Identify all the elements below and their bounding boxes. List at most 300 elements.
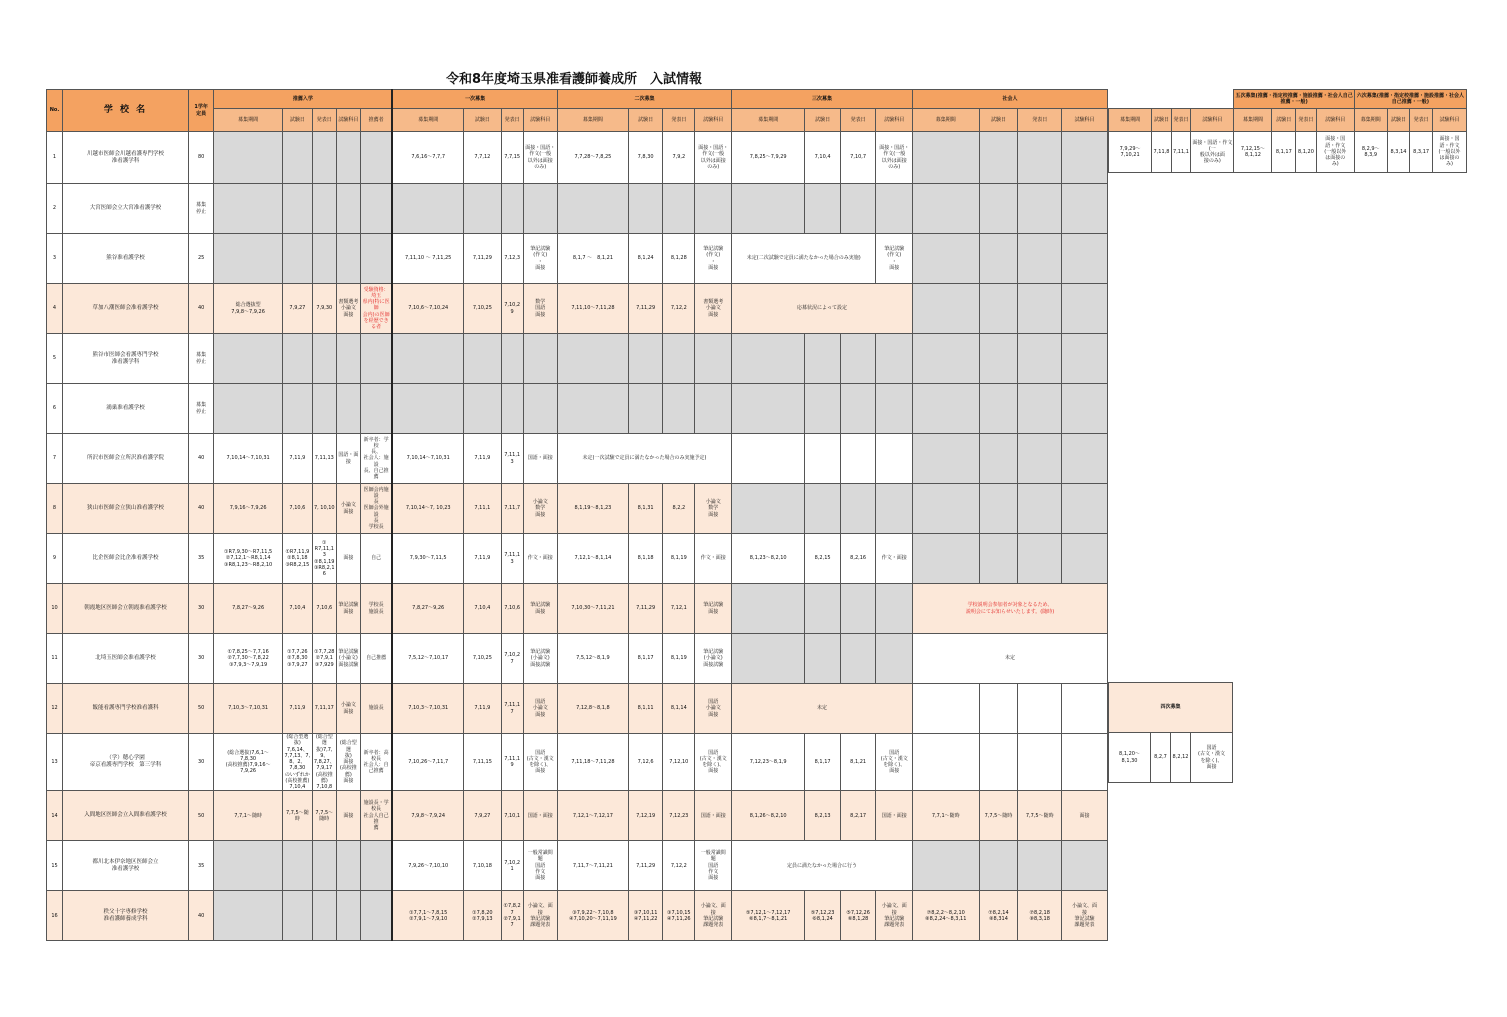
table-cell: [876, 384, 913, 434]
table-cell: 筆記試験 (作文) ・ 面接: [876, 234, 913, 284]
table-cell: [1018, 684, 1062, 734]
table-cell: [979, 132, 1018, 184]
table-cell: [282, 184, 312, 234]
table-cell: 25: [189, 234, 214, 284]
table-cell: [876, 184, 913, 234]
table-cell: [336, 384, 360, 434]
table-cell: 7,11,10 〜 7,11,25: [392, 234, 463, 284]
table-cell: 7,11,10〜7,11,28: [557, 284, 628, 334]
main-table: [46, 89, 1108, 941]
table-cell: [312, 841, 336, 891]
table-cell: 募集 停止: [189, 184, 214, 234]
table-cell: [336, 891, 360, 941]
table-cell: [392, 184, 463, 234]
table-cell: 7,10,18: [463, 841, 501, 891]
table-row: [47, 234, 1108, 284]
table-cell: 7,12,10: [663, 734, 695, 791]
table-cell: 筆記試験 (小論文) 面接試験: [695, 634, 732, 684]
table-cell: 募集 停止: [189, 384, 214, 434]
table-cell: 30: [189, 634, 214, 684]
table-cell: 7,12,1〜8,1,14: [557, 534, 628, 584]
table-cell: 8,1,28: [663, 234, 695, 284]
table-cell: 8,1,14: [663, 684, 695, 734]
table-cell: 7,8,27〜9,26: [392, 584, 463, 634]
table-cell: 10: [47, 584, 63, 634]
table-cell: 応募状況によって設定: [732, 284, 913, 334]
table-cell: 医師会内施設 長 医師会外施設 長 学校長: [360, 484, 392, 534]
table-row: [47, 734, 1108, 791]
table-cell: 7,11,7: [501, 484, 523, 534]
table-cell: 8,1,19: [663, 534, 695, 584]
table-cell: 13: [47, 734, 63, 791]
table-cell: [282, 132, 312, 184]
table-cell: 7,11,1: [463, 484, 501, 534]
table-cell: 未定: [913, 634, 1108, 684]
table-cell: [805, 334, 841, 384]
table-cell: [805, 584, 841, 634]
subheader-cell: 発表日: [1018, 109, 1062, 132]
table-cell: 2: [47, 184, 63, 234]
table-cell: 面接: [336, 791, 360, 841]
table-cell: 書類選考 小論文 面接: [336, 284, 360, 334]
table-cell: [1061, 841, 1107, 891]
table-cell: [360, 132, 392, 184]
table-cell: 11: [47, 634, 63, 684]
table-cell: [1018, 841, 1062, 891]
ext-sub-announce: 発表日: [1296, 109, 1317, 132]
table-cell: 作文・面接: [695, 534, 732, 584]
table-cell: [840, 484, 876, 534]
table-cell: [840, 184, 876, 234]
subheader-cell: 募集期間: [214, 109, 283, 132]
table-cell: 施設長・学校長 社会人自己推 薦: [360, 791, 392, 841]
table-cell: [805, 184, 841, 234]
table-cell: 面接・国語・ 作文(一般 以外は面接 のみ): [876, 132, 913, 184]
table-cell: 7,11,29: [628, 284, 662, 334]
table-cell: 8,1,17: [805, 734, 841, 791]
table-cell: [913, 132, 979, 184]
table-cell: [1061, 534, 1107, 584]
table-cell: 一般常識問 題 国語 作文 面接: [523, 841, 557, 891]
table-row: [47, 284, 1108, 334]
school-name: 大宮医師会立大宮准看護学校: [63, 184, 189, 234]
table-cell: [312, 334, 336, 384]
table-cell: 7,10,7: [840, 132, 876, 184]
table-cell: 作文・面接: [523, 534, 557, 584]
table-cell: 7,7,5〜随時: [282, 791, 312, 841]
table-cell: 40: [189, 891, 214, 941]
table-cell: 学校長 施設長: [360, 584, 392, 634]
table-cell: 30: [189, 584, 214, 634]
table-cell: [523, 184, 557, 234]
table-cell: 国語 (古文・漢文 を除く)、 面接: [695, 734, 732, 791]
table-cell: 7,10,4: [805, 132, 841, 184]
table-cell: 8,2,13: [805, 791, 841, 841]
table-row: [47, 434, 1108, 484]
table-cell: 国語・面接: [523, 434, 557, 484]
table-row: [47, 132, 1108, 184]
table-cell: 8,1,18: [628, 534, 662, 584]
table-cell: 7,9,30: [312, 284, 336, 334]
table-cell: 7,9,27: [282, 284, 312, 334]
school-name: 川越市医師会川越看護専門学校 准看護学科: [63, 132, 189, 184]
table-cell: [1018, 384, 1062, 434]
table-cell: 7,7,5〜随時: [979, 791, 1018, 841]
table-cell: 7,11,29: [628, 841, 662, 891]
table-cell: 35: [189, 534, 214, 584]
table-cell: 8,1,26〜8,2,10: [732, 791, 805, 841]
table-cell: 8,1,31: [628, 484, 662, 534]
table-cell: [732, 384, 805, 434]
table-cell: [282, 891, 312, 941]
table-row: [47, 684, 1108, 734]
table-cell: 16: [47, 891, 63, 941]
table-cell: ① R7,11,13 ②8,1,19 ③R8,2,16: [312, 534, 336, 584]
table-cell: [1018, 734, 1062, 791]
table-cell: 数学 国語 面接: [523, 284, 557, 334]
table-cell: [557, 184, 628, 234]
table-cell: [392, 334, 463, 384]
table-cell: 自己: [360, 534, 392, 584]
ext6-row1-subjects: 面接・国 語・作文 (一般以外 は面接の み): [1432, 132, 1466, 173]
header-recommendation: 推薦入学: [214, 90, 393, 109]
table-cell: ⑤7,12,23 ⑥8,1,24: [805, 891, 841, 941]
table-cell: [557, 384, 628, 434]
header-school: 学 校 名: [63, 90, 189, 132]
table-cell: ①7,7,26 ②7,8,30 ③7,9,27: [282, 634, 312, 684]
table-cell: 受験資格：埼玉 県内(特に医師 会内)の医師 を経歴できる者: [360, 284, 392, 334]
school-name: 朝霞地区医師会立朝霞准看護学校: [63, 584, 189, 634]
table-cell: 8,1,21: [840, 734, 876, 791]
table-cell: 定員に満たなかった場合に行う: [732, 841, 913, 891]
table-cell: [312, 384, 336, 434]
table-cell: 3: [47, 234, 63, 284]
ext-row1-exam: 7,11,8: [1152, 132, 1172, 173]
round4-period: 8,1,20〜 8,1,30: [1109, 733, 1151, 783]
table-cell: [913, 841, 979, 891]
ext5-row1-announce: 8,1,20: [1296, 132, 1317, 173]
ext-row1-period: 7,9,29〜 7,10,21: [1109, 132, 1152, 173]
table-cell: 筆記試験 (小論文) 面接試験: [336, 634, 360, 684]
header-no: No.: [47, 90, 63, 132]
table-cell: 国語・面接: [695, 791, 732, 841]
table-row: [47, 841, 1108, 891]
table-cell: [628, 184, 662, 234]
table-cell: 国語 (古文・漢文 を除く)、 面接: [523, 734, 557, 791]
table-cell: [840, 434, 876, 484]
school-name: 比企医師会比企准看護学校: [63, 534, 189, 584]
table-row: [47, 184, 1108, 234]
table-cell: [732, 184, 805, 234]
table-cell: [312, 184, 336, 234]
school-name: 草加八潮医師会准看護学校: [63, 284, 189, 334]
table-cell: 総合選抜型 7,9,8〜7,9,26: [214, 284, 283, 334]
table-row: [47, 534, 1108, 584]
table-row: [47, 891, 1108, 941]
table-cell: 国語 小論文 面接: [523, 684, 557, 734]
table-cell: (総合型選 抜) 面接 (高校推薦) 面接: [336, 734, 360, 791]
table-cell: 7,10,26〜7,11,7: [392, 734, 463, 791]
table-cell: [312, 891, 336, 941]
table-cell: 8,2,15: [805, 534, 841, 584]
header-round2: 二次募集: [557, 90, 731, 109]
subheader-cell: 募集期間: [392, 109, 463, 132]
table-cell: [979, 234, 1018, 284]
table-cell: 7,9,8〜7,9,24: [392, 791, 463, 841]
table-cell: ③7,10,11 ④7,11,22: [628, 891, 662, 941]
table-cell: 7,11,17: [312, 684, 336, 734]
table-cell: [1018, 234, 1062, 284]
table-cell: [732, 484, 805, 534]
subheader-cell: 試験日: [628, 109, 662, 132]
table-cell: [913, 384, 979, 434]
table-cell: 7,11,13: [312, 434, 336, 484]
page-title: 令和8年度埼玉県准看護師養成所 入試情報: [446, 72, 703, 87]
table-cell: ⑦8,2,18 ⑧8,3,18: [1018, 891, 1062, 941]
subheader-cell: 発表日: [501, 109, 523, 132]
table-cell: 30: [189, 734, 214, 791]
table-cell: 7,7,5〜随時: [1018, 791, 1062, 841]
table-cell: 7,10,3〜7,10,31: [392, 684, 463, 734]
table-cell: 7, 10,10: [312, 484, 336, 534]
table-cell: [695, 334, 732, 384]
table-cell: 7,10,21: [501, 841, 523, 891]
table-cell: 7,8,25〜7,9,29: [732, 132, 805, 184]
table-cell: ①7,8,25〜7,7,16 ②7,7,30〜7,8,22 ③7,9,3〜7,9,19: [214, 634, 283, 684]
table-cell: 7,12,6: [628, 734, 662, 791]
table-cell: [1061, 384, 1107, 434]
table-cell: 7: [47, 434, 63, 484]
table-cell: [913, 334, 979, 384]
table-cell: 7,10,6: [312, 584, 336, 634]
table-cell: [282, 234, 312, 284]
table-cell: 7,11,17: [501, 684, 523, 734]
table-cell: 50: [189, 791, 214, 841]
table-row: [47, 384, 1108, 434]
table-cell: 新卒者：高校長 社会人：自己推薦: [360, 734, 392, 791]
table-row: [47, 484, 1108, 534]
table-cell: [336, 234, 360, 284]
table-cell: 7,12,8〜8,1,8: [557, 684, 628, 734]
table-cell: 筆記試験 面接: [695, 584, 732, 634]
subheader-cell: 募集期間: [732, 109, 805, 132]
table-cell: 筆記試験 (作文) ・ 面接: [695, 234, 732, 284]
table-cell: [663, 384, 695, 434]
table-cell: [913, 434, 979, 484]
table-cell: [501, 384, 523, 434]
table-cell: 7,12,23〜8,1,9: [732, 734, 805, 791]
table-cell: [876, 434, 913, 484]
table-cell: 7,9,2: [663, 132, 695, 184]
table-cell: 7,11,9: [282, 684, 312, 734]
table-cell: 7,9,26〜7,10,10: [392, 841, 463, 891]
table-cell: [979, 734, 1018, 791]
table-cell: 7,9,27: [463, 791, 501, 841]
round4-exam: 8,2,7: [1151, 733, 1171, 783]
table-cell: [463, 184, 501, 234]
table-cell: 7,6,16〜7,7,7: [392, 132, 463, 184]
table-cell: 7,10,14〜7,10,31: [214, 434, 283, 484]
table-cell: [214, 184, 283, 234]
table-cell: ⑤7,12,26 ⑥8,1,28: [840, 891, 876, 941]
table-row: [47, 334, 1108, 384]
round4-table: [1108, 682, 1233, 783]
table-cell: 14: [47, 791, 63, 841]
table-cell: 筆記試験 面接: [336, 584, 360, 634]
school-name: 都川北本伊奈地区医師会立 准看護学校: [63, 841, 189, 891]
table-cell: [1061, 434, 1107, 484]
table-cell: [663, 334, 695, 384]
table-cell: [557, 334, 628, 384]
ext-sub-period: 募集期間: [1234, 109, 1272, 132]
table-row: [47, 634, 1108, 684]
subheader-cell: 発表日: [312, 109, 336, 132]
ext-sub-period: 募集期間: [1109, 109, 1152, 132]
table-cell: [979, 184, 1018, 234]
subheader-cell: 推薦者: [360, 109, 392, 132]
table-cell: [876, 584, 913, 634]
table-cell: 小論文、面 接 筆記試験 課題発表: [523, 891, 557, 941]
subheader-cell: 募集期間: [557, 109, 628, 132]
extended-table: [1108, 89, 1467, 173]
subheader-cell: 試験科目: [1061, 109, 1107, 132]
table-cell: 7,11,9: [282, 434, 312, 484]
table-cell: 8,1,19: [663, 634, 695, 684]
table-cell: 8,1,7 〜 8,1,21: [557, 234, 628, 284]
table-cell: 国語・面接: [336, 434, 360, 484]
table-cell: [979, 534, 1018, 584]
table-cell: [214, 234, 283, 284]
table-cell: ⑤7,12,1〜7,12,17 ⑥8,1,7〜8,1,21: [732, 891, 805, 941]
table-cell: 7,10,25: [463, 634, 501, 684]
table-cell: 7,7,28〜7,8,25: [557, 132, 628, 184]
table-cell: [1018, 284, 1062, 334]
table-cell: [913, 734, 979, 791]
table-cell: 作文・面接: [876, 534, 913, 584]
table-cell: 7,12,19: [628, 791, 662, 841]
subheader-cell: 試験科目: [876, 109, 913, 132]
table-cell: [463, 384, 501, 434]
table-cell: 8,2,17: [840, 791, 876, 841]
table-cell: 国語 小論文 面接: [695, 684, 732, 734]
table-cell: 7,10,29: [501, 284, 523, 334]
table-row: [47, 791, 1108, 841]
table-cell: 面接・国語・ 作文(一般 以外は面接 のみ): [695, 132, 732, 184]
table-cell: (総合型選 抜)7,7,9、 7,8,27、 7,9,17 (高校推薦) 7,10,8: [313, 734, 335, 790]
table-cell: [1018, 132, 1062, 184]
table-cell: [1061, 484, 1107, 534]
table-cell: 40: [189, 434, 214, 484]
table-cell: 7,10,6〜7,10,24: [392, 284, 463, 334]
table-cell: 7,11,18〜7,11,28: [557, 734, 628, 791]
table-cell: [523, 384, 557, 434]
table-cell: 8,2,2: [663, 484, 695, 534]
table-cell: 国語・面接: [876, 791, 913, 841]
table-cell: [979, 484, 1018, 534]
subheader-cell: 発表日: [840, 109, 876, 132]
table-cell: [805, 384, 841, 434]
table-cell: 小論文 数学 面接: [695, 484, 732, 534]
header-round3: 三次募集: [732, 90, 913, 109]
table-cell: 7,12,2: [663, 284, 695, 334]
ext6-row1-period: 8,2,9〜 8,3,9: [1354, 132, 1387, 173]
table-cell: 8,1,19〜8,1,23: [557, 484, 628, 534]
table-cell: [840, 384, 876, 434]
round4-title: 四次募集: [1109, 683, 1233, 733]
header-round1: 一次募集: [392, 90, 557, 109]
table-cell: 7,10,27: [501, 634, 523, 684]
school-name: 北埼玉医師会准看護学校: [63, 634, 189, 684]
table-cell: ③7,9,22〜7,10,8 ④7,10,20〜7,11,19: [557, 891, 628, 941]
ext-blank: [1109, 90, 1234, 109]
table-cell: [628, 384, 662, 434]
table-cell: [1018, 334, 1062, 384]
table-cell: ⑦8,2,2〜8,2,10 ⑧8,2,24〜8,3,11: [913, 891, 979, 941]
table-cell: [1018, 484, 1062, 534]
ext-row1-announce: 7,11,1: [1171, 132, 1191, 173]
table-cell: 7,10,6: [282, 484, 312, 534]
table-cell: [214, 132, 283, 184]
table-cell: 小論文 数学 面接: [523, 484, 557, 534]
table-cell: 7,7,1〜随時: [214, 791, 283, 841]
ext-sub-announce: 発表日: [1410, 109, 1433, 132]
table-cell: (総合型選抜) 7,6,14、 7,7,13、7,8、2、 7,8,30 のいずれか (高校推薦) 7,10,4: [282, 734, 312, 791]
table-cell: [1061, 184, 1107, 234]
table-cell: 7,12,1: [663, 584, 695, 634]
table-cell: [214, 384, 283, 434]
table-cell: 4: [47, 284, 63, 334]
table-cell: 6: [47, 384, 63, 434]
table-cell: [501, 184, 523, 234]
ext-row1-subjects: 面接・国語・作文(一 般以外は面 接のみ): [1191, 132, 1234, 173]
table-cell: [876, 334, 913, 384]
table-cell: [913, 684, 979, 734]
table-cell: 8: [47, 484, 63, 534]
table-cell: 7,11,13: [501, 434, 523, 484]
ext-sub-announce: 発表日: [1171, 109, 1191, 132]
table-cell: 7,7,12: [463, 132, 501, 184]
school-name: 熊谷市医師会看護専門学校 准看護学科: [63, 334, 189, 384]
table-cell: [840, 584, 876, 634]
subheader-cell: 試験日: [282, 109, 312, 132]
table-cell: 小論文、面 接 筆記試験 課題発表: [695, 891, 732, 941]
table-cell: 7,12,1〜7,12,17: [557, 791, 628, 841]
table-cell: 7,8,30: [628, 132, 662, 184]
ext-sub-period: 募集期間: [1354, 109, 1387, 132]
table-cell: [979, 384, 1018, 434]
table-cell: ①7,7,1〜7,8,15 ②7,9,1〜7,9,10: [392, 891, 463, 941]
table-cell: 7,10,4: [463, 584, 501, 634]
table-cell: ⑦8,2,14 ⑧8,314: [979, 891, 1018, 941]
table-cell: 7,8,27〜9,26: [214, 584, 283, 634]
table-cell: [312, 132, 336, 184]
table-cell: 7,5,12〜7,10,17: [392, 634, 463, 684]
table-cell: [336, 132, 360, 184]
subheader-cell: 発表日: [663, 109, 695, 132]
table-cell: 書類選考 小論文 面接: [695, 284, 732, 334]
table-cell: [732, 634, 805, 684]
table-cell: 8,1,11: [628, 684, 662, 734]
table-cell: ①R7,9,30〜R7,11,5 ②7,12,1〜R8,1,14 ③R8,1,23〜R8,2,10: [214, 534, 283, 584]
school-name: （学）穂心学園 帝京看護専門学校 第三学科: [63, 734, 189, 791]
table-cell: 8,1,17: [628, 634, 662, 684]
table-cell: 7,10,14〜7, 10,23: [392, 484, 463, 534]
ext5-row1-period: 7,12,15〜 8,1,12: [1234, 132, 1272, 173]
table-cell: [501, 334, 523, 384]
table-cell: 7,10,3〜7,10,31: [214, 684, 283, 734]
table-cell: 7,10,4: [282, 584, 312, 634]
ext5-row1-exam: 8,1,17: [1272, 132, 1296, 173]
